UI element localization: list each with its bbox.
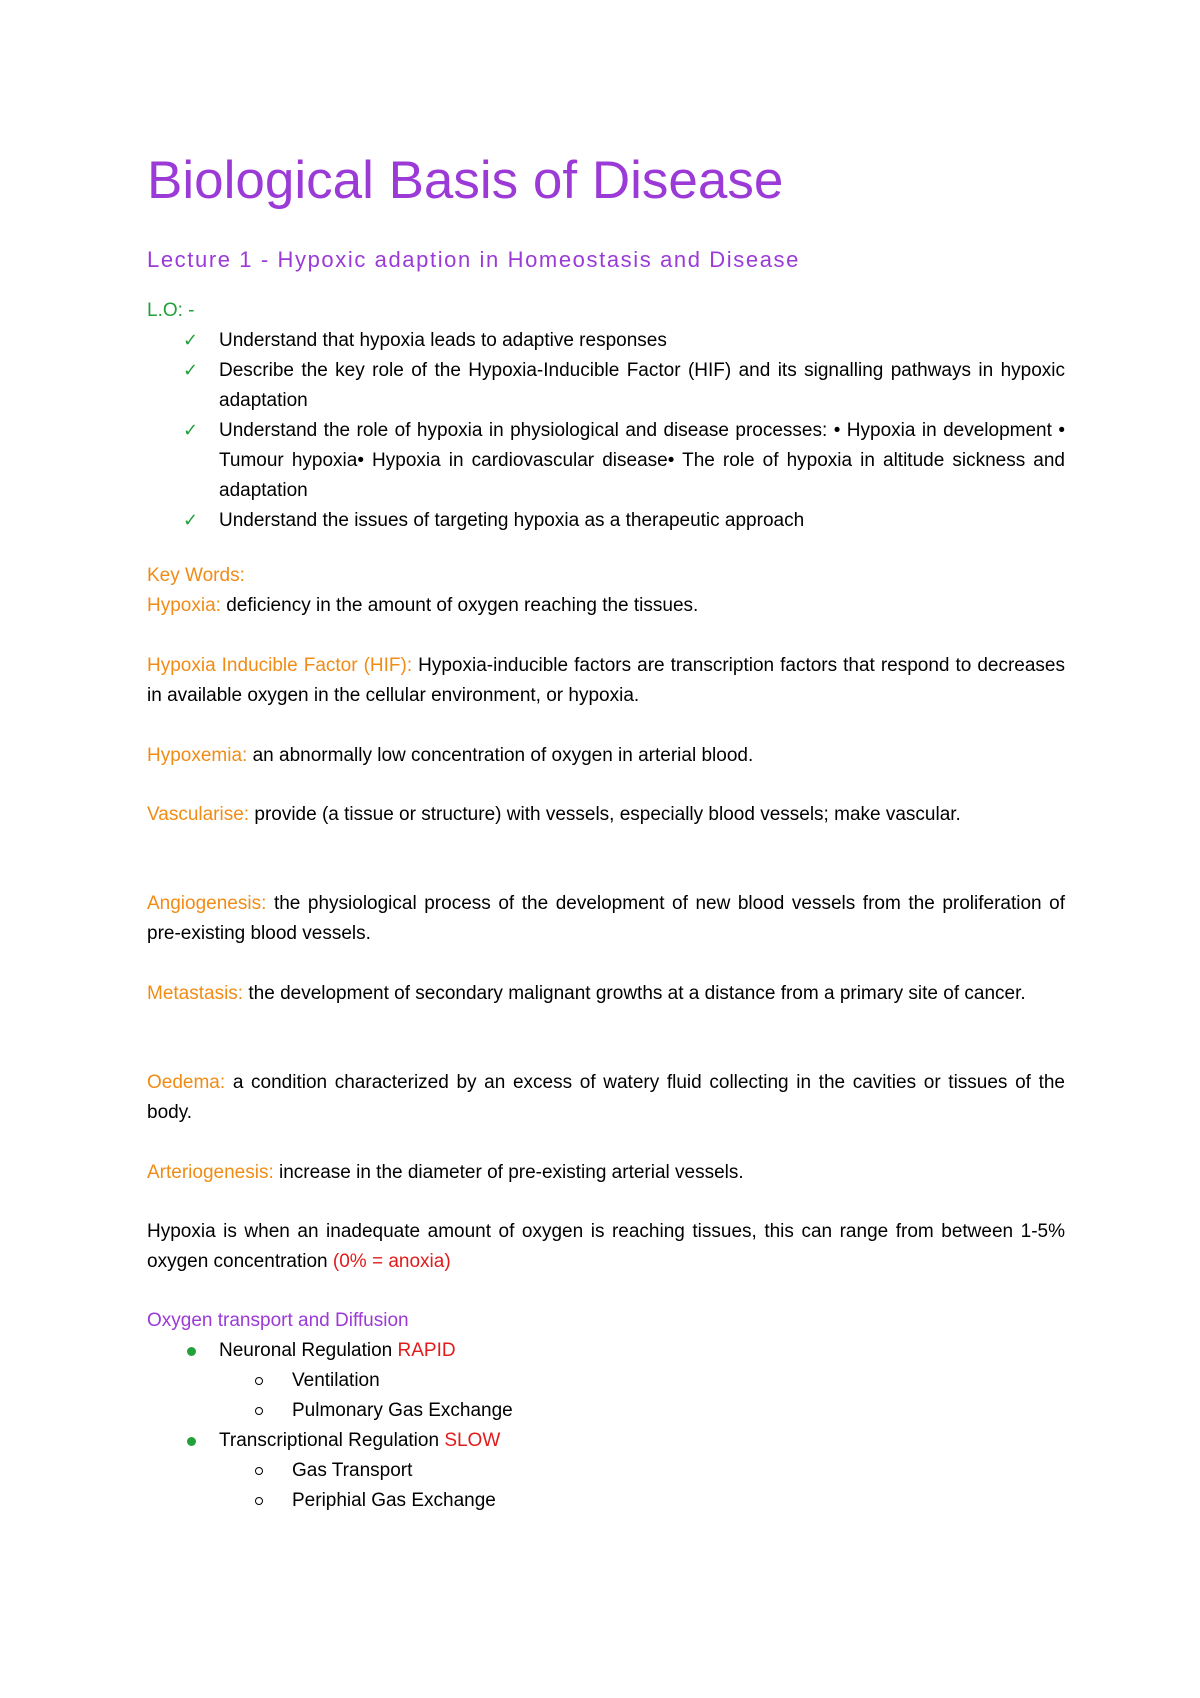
sub-item-text: Ventilation bbox=[292, 1370, 380, 1391]
regulation-list bbox=[147, 1336, 1065, 1516]
checkmark-icon: ✓ bbox=[183, 330, 199, 351]
regulation-label: Neuronal Regulation bbox=[219, 1340, 393, 1361]
sub-item-text: Pulmonary Gas Exchange bbox=[292, 1400, 513, 1421]
page-title: Biological Basis of Disease bbox=[147, 151, 784, 210]
keyword-term: Angiogenesis: bbox=[147, 893, 267, 914]
keyword-entry bbox=[147, 741, 1065, 771]
sub-item-text: Periphial Gas Exchange bbox=[292, 1490, 496, 1511]
circle-bullet-icon bbox=[255, 1467, 263, 1475]
lo-list bbox=[147, 326, 1065, 536]
anoxia-note: (0% = anoxia) bbox=[332, 1251, 451, 1272]
lo-item bbox=[147, 326, 1065, 356]
lo-label: L.O: - bbox=[147, 300, 195, 321]
keyword-definition: provide (a tissue or structure) with vessels, especially blood vessels; make vascular. bbox=[254, 804, 961, 825]
keyword-term: Metastasis: bbox=[147, 983, 244, 1004]
keyword-definition: Hypoxia-inducible factors are transcription factors that respond to decreases in available oxygen in the cellular environment, or hypoxia. bbox=[147, 655, 1066, 706]
bullet-icon bbox=[187, 1347, 196, 1356]
keyword-term: Oedema: bbox=[147, 1072, 226, 1093]
lo-item bbox=[147, 506, 1065, 536]
circle-bullet-icon bbox=[255, 1377, 263, 1385]
key-words-heading: Key Words: bbox=[147, 565, 245, 586]
lecture-subtitle: Lecture 1 - Hypoxic adaption in Homeostasis and Disease bbox=[147, 247, 800, 272]
regulation-item bbox=[147, 1336, 1065, 1426]
lo-item-text: Describe the key role of the Hypoxia-Inducible Factor (HIF) and its signalling pathways in hypoxic adaptation bbox=[219, 360, 1065, 411]
checkmark-icon: ✓ bbox=[183, 360, 199, 381]
keyword-entry bbox=[147, 889, 1065, 949]
keyword-definition: increase in the diameter of pre-existing arterial vessels. bbox=[279, 1162, 744, 1183]
keyword-entry bbox=[147, 591, 1065, 621]
keyword-entry bbox=[147, 979, 1065, 1009]
sub-item bbox=[147, 1486, 1065, 1516]
keyword-term: Hypoxia: bbox=[147, 595, 221, 616]
keyword-entry bbox=[147, 1068, 1065, 1128]
sub-item-text: Gas Transport bbox=[292, 1460, 413, 1481]
lo-item-text: Understand that hypoxia leads to adaptive responses bbox=[219, 330, 667, 351]
keyword-term: Arteriogenesis: bbox=[147, 1162, 274, 1183]
regulation-sublist bbox=[219, 1456, 1065, 1516]
keyword-term: Hypoxia Inducible Factor (HIF): bbox=[147, 655, 413, 676]
bullet-icon bbox=[187, 1437, 196, 1446]
lo-item-text: Understand the issues of targeting hypoxia as a therapeutic approach bbox=[219, 510, 805, 531]
regulation-speed-tag: SLOW bbox=[444, 1430, 501, 1451]
keyword-definition: the development of secondary malignant growths at a distance from a primary site of cancer. bbox=[248, 983, 1026, 1004]
keyword-definition: a condition characterized by an excess of watery fluid collecting in the cavities or tissues of the body. bbox=[147, 1072, 1065, 1123]
sub-item bbox=[147, 1456, 1065, 1486]
lo-item-text: Understand the role of hypoxia in physiological and disease processes: • Hypoxia in development • Tumour hypoxia• Hypoxia in cardiovascular disease• The role of hypoxia in altitude sickness and adaptation bbox=[219, 420, 1065, 501]
keyword-entry bbox=[147, 800, 1065, 830]
keyword-term: Hypoxemia: bbox=[147, 745, 248, 766]
circle-bullet-icon bbox=[255, 1407, 263, 1415]
checkmark-icon: ✓ bbox=[183, 510, 199, 531]
learning-objectives bbox=[147, 296, 1065, 536]
key-words-section bbox=[147, 561, 1065, 621]
circle-bullet-icon bbox=[255, 1497, 263, 1505]
keyword-definition: deficiency in the amount of oxygen reaching the tissues. bbox=[226, 595, 699, 616]
regulation-speed-tag: RAPID bbox=[397, 1340, 456, 1361]
keyword-definition: an abnormally low concentration of oxygen in arterial blood. bbox=[252, 745, 754, 766]
regulation-sublist bbox=[219, 1366, 1065, 1426]
lo-item bbox=[147, 356, 1065, 416]
keyword-term: Vascularise: bbox=[147, 804, 250, 825]
keyword-entry bbox=[147, 651, 1065, 711]
lo-item bbox=[147, 416, 1065, 506]
sub-item bbox=[147, 1366, 1065, 1396]
oxygen-transport-heading: Oxygen transport and Diffusion bbox=[147, 1310, 409, 1331]
keyword-definition: the physiological process of the development of new blood vessels from the proliferation of pre-existing blood vessels. bbox=[147, 893, 1066, 944]
hypoxia-paragraph-text: Hypoxia is when an inadequate amount of oxygen is reaching tissues, this can range from between 1-5% oxygen concentration bbox=[147, 1221, 1065, 1272]
sub-item bbox=[147, 1396, 1065, 1426]
keyword-entry bbox=[147, 1158, 1065, 1188]
oxygen-transport-section bbox=[147, 1306, 1065, 1516]
regulation-label: Transcriptional Regulation bbox=[219, 1430, 440, 1451]
checkmark-icon: ✓ bbox=[183, 420, 199, 441]
hypoxia-paragraph bbox=[147, 1217, 1065, 1277]
regulation-item bbox=[147, 1426, 1065, 1516]
